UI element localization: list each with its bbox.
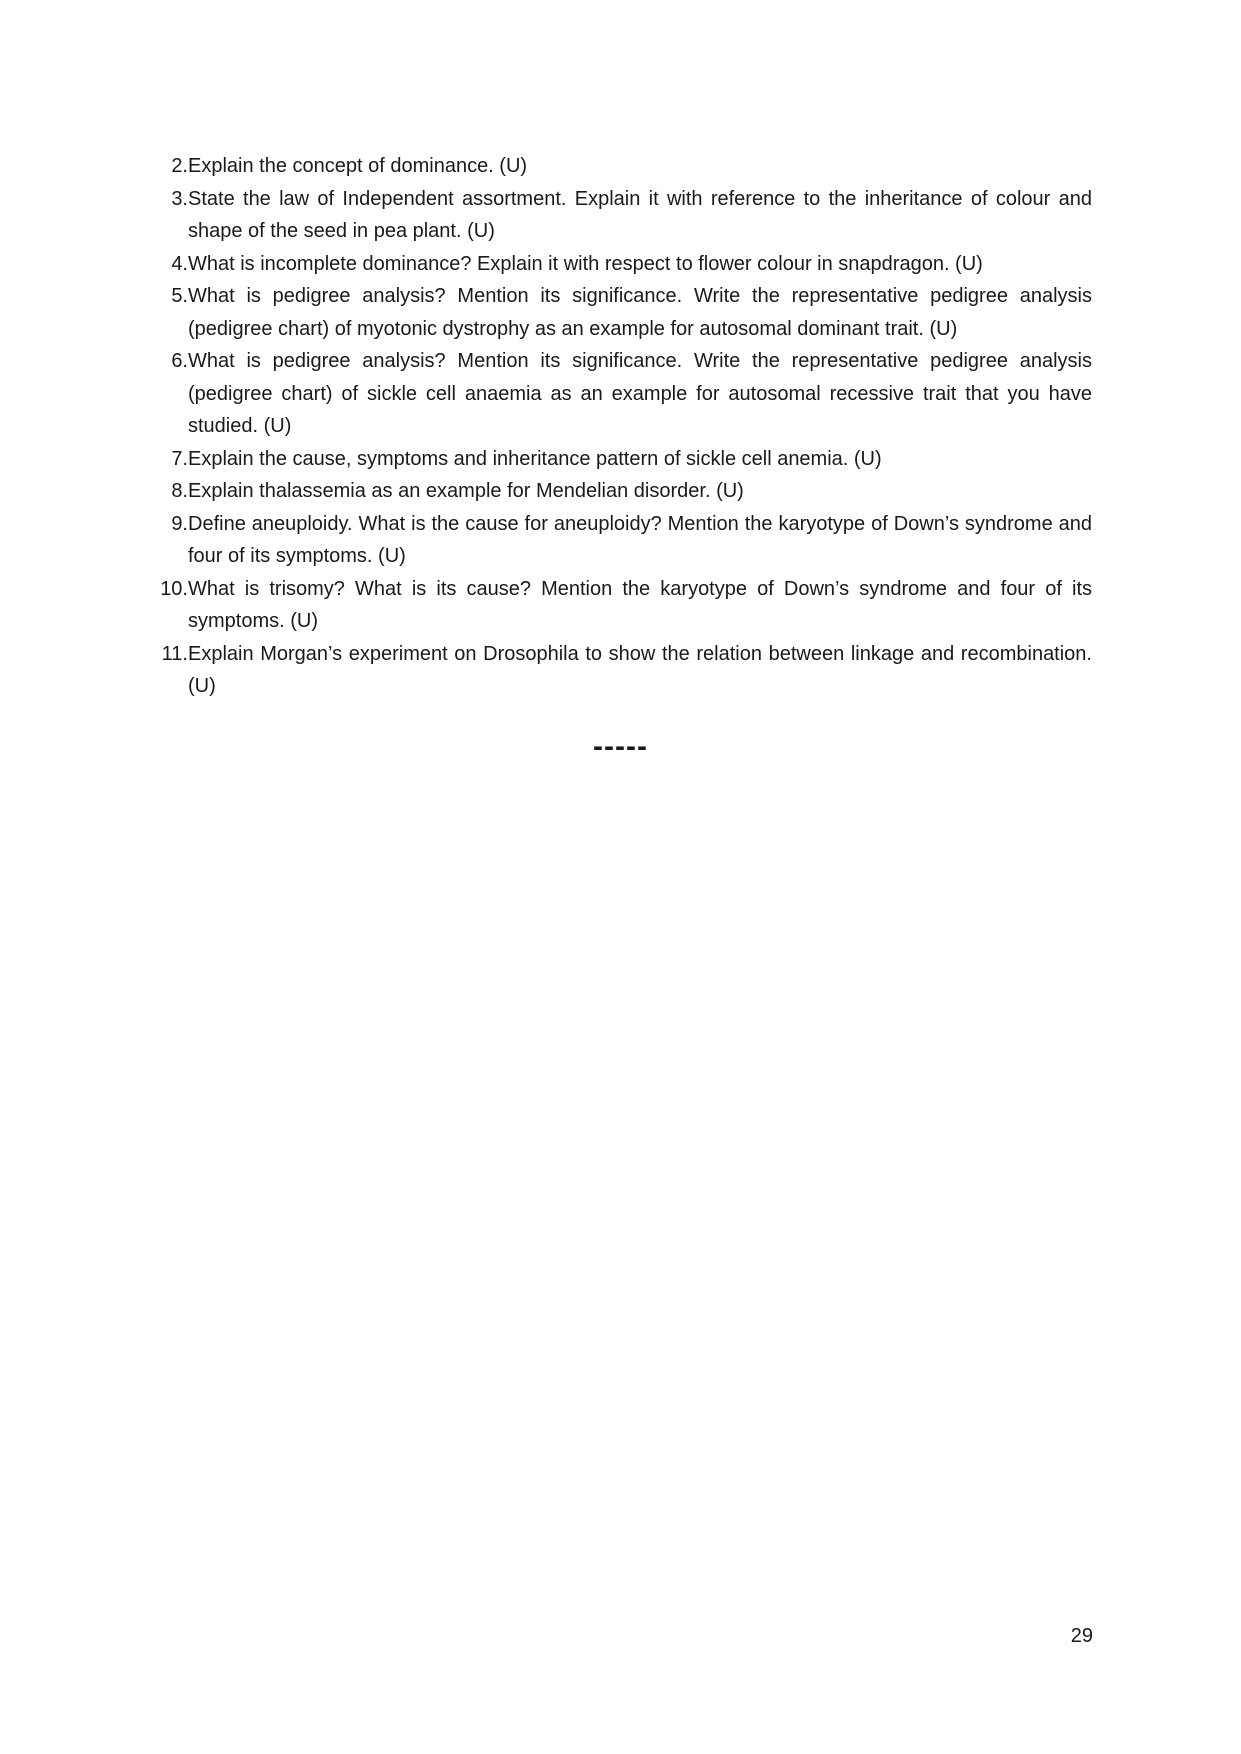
page-number: 29 xyxy=(1070,1625,1093,1647)
question-text: Define aneuploidy. What is the cause for aneuploidy? Mention the karyotype of Down’s syndrome and four of its symptoms. (U) xyxy=(188,512,1092,567)
question-number: 2. xyxy=(171,155,188,177)
question-number: 11. xyxy=(161,642,188,665)
question-item xyxy=(140,280,1092,345)
question-text: What is trisomy? What is its cause? Mention the karyotype of Down’s syndrome and four of its symptoms. (U) xyxy=(188,577,1092,632)
question-number: 10. xyxy=(160,577,188,600)
question-number: 6. xyxy=(171,350,188,372)
question-text: What is pedigree analysis? Mention its significance. Write the representative pedigree analysis (pedigree chart) of sickle cell anaemia as an example for autosomal recessive trait that you have studied. (U) xyxy=(188,350,1092,437)
question-list xyxy=(140,150,1092,703)
question-item xyxy=(140,345,1092,443)
question-text: Explain the cause, symptoms and inheritance pattern of sickle cell anemia. (U) xyxy=(188,447,882,470)
question-text: Explain the concept of dominance. (U) xyxy=(188,155,528,177)
question-number: 7. xyxy=(171,447,188,470)
end-of-section-marker: ----- xyxy=(593,730,648,763)
question-item xyxy=(140,150,1092,183)
question-text: What is incomplete dominance? Explain it with respect to flower colour in snapdragon. (U) xyxy=(188,252,983,275)
question-text: What is pedigree analysis? Mention its significance. Write the representative pedigree analysis (pedigree chart) of myotonic dystrophy as an example for autosomal dominant trait. (U) xyxy=(188,285,1092,340)
question-text: State the law of Independent assortment. Explain it with reference to the inheritance of colour and shape of the seed in pea plant. (U) xyxy=(188,187,1092,242)
question-number: 4. xyxy=(171,252,188,275)
question-number: 5. xyxy=(171,285,188,307)
question-number: 8. xyxy=(171,480,188,502)
question-item xyxy=(140,573,1092,638)
question-item xyxy=(140,638,1092,703)
question-item xyxy=(140,443,1092,476)
question-text: Explain Morgan’s experiment on Drosophila to show the relation between linkage and recombination.(U) xyxy=(188,642,1092,697)
question-text: Explain thalassemia as an example for Mendelian disorder. (U) xyxy=(188,480,744,502)
question-item xyxy=(140,475,1092,508)
question-number: 3. xyxy=(171,187,188,210)
question-item xyxy=(140,183,1092,248)
question-item xyxy=(140,248,1092,281)
question-number: 9. xyxy=(171,512,188,535)
question-item xyxy=(140,508,1092,573)
